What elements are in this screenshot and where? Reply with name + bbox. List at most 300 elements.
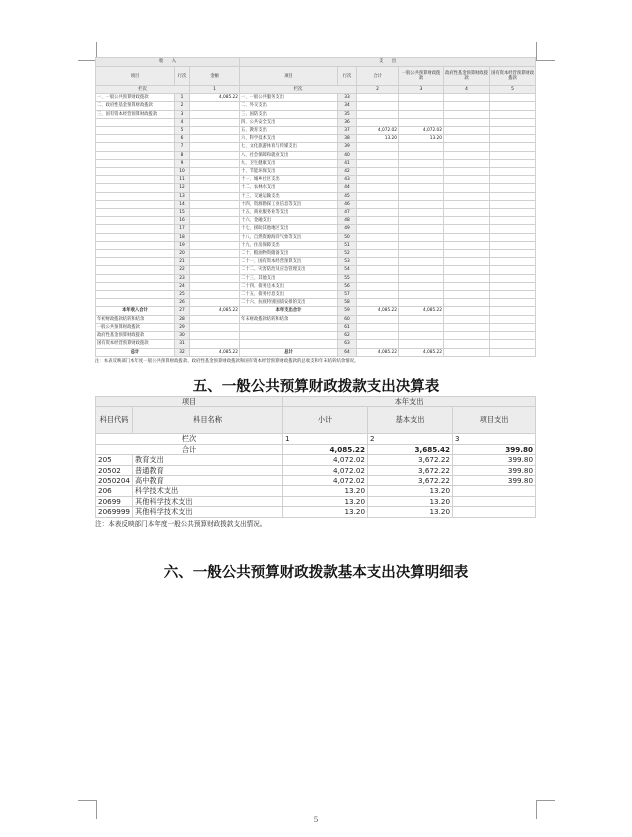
income-amount (190, 151, 240, 159)
income-line: 12 (175, 184, 190, 192)
expense-item: 三、国防支出 (240, 110, 338, 118)
expense-state-capital (490, 209, 536, 217)
expense-item: 二、外交支出 (240, 102, 338, 110)
expense-general (399, 258, 444, 266)
table1-row (96, 192, 536, 200)
carry-income-item: 国有资本经营预算财政拨款 (96, 340, 175, 348)
header-state-capital: 国有资本经营预算财政拨款 (490, 67, 536, 86)
carry-gov-fund (444, 332, 490, 340)
expense-gov-fund (444, 102, 490, 110)
expense-gov-fund (444, 135, 490, 143)
expense-gov-fund (444, 241, 490, 249)
expense-line: 50 (338, 233, 357, 241)
income-item (96, 299, 175, 307)
expense-state-capital (490, 225, 536, 233)
expense-line: 43 (338, 176, 357, 184)
grand-total-expense-line: 64 (338, 348, 357, 356)
income-item (96, 291, 175, 299)
expense-gov-fund (444, 274, 490, 282)
table1-row (96, 176, 536, 184)
income-line: 17 (175, 225, 190, 233)
col-label-income: 栏次 (96, 86, 190, 94)
income-amount (190, 110, 240, 118)
total-label: 合计 (96, 444, 283, 454)
expense-state-capital (490, 217, 536, 225)
income-item (96, 209, 175, 217)
expense-total (357, 168, 399, 176)
income-amount (190, 184, 240, 192)
expense-total (357, 94, 399, 102)
income-amount (190, 118, 240, 126)
expense-item: 五、教育支出 (240, 127, 338, 135)
expense-line: 46 (338, 200, 357, 208)
income-item (96, 159, 175, 167)
expense-gov-fund (444, 127, 490, 135)
income-amount (190, 217, 240, 225)
table1-row (96, 250, 536, 258)
table2-total-row (96, 444, 536, 454)
income-item (96, 184, 175, 192)
expense-general (399, 225, 444, 233)
total-basic: 3,685.42 (368, 444, 453, 454)
table2-row (96, 496, 536, 506)
income-amount (190, 258, 240, 266)
expense-general (399, 233, 444, 241)
carry-gov-fund (444, 323, 490, 331)
income-line: 5 (175, 127, 190, 135)
expense-general (399, 110, 444, 118)
col-num-general: 3 (399, 86, 444, 94)
income-item (96, 217, 175, 225)
income-total-line: 27 (175, 307, 190, 315)
grand-total-general: 4,085.22 (399, 348, 444, 356)
expense-total (357, 184, 399, 192)
expense-state-capital (490, 299, 536, 307)
table1-row (96, 110, 536, 118)
subject-code: 206 (96, 486, 133, 496)
header-gov-fund: 政府性基金预算财政拨款 (444, 67, 490, 86)
header-expense-line: 行次 (338, 67, 357, 86)
table1-header-row (96, 67, 536, 86)
expense-total (357, 143, 399, 151)
expense-item: 二十四、债务还本支出 (240, 282, 338, 290)
expense-general (399, 200, 444, 208)
income-item: 二、政府性基金预算财政拨款 (96, 102, 175, 110)
table2-row (96, 455, 536, 465)
income-line: 4 (175, 118, 190, 126)
expense-gov-fund (444, 184, 490, 192)
table2-row (96, 465, 536, 475)
expense-total-line: 59 (338, 307, 357, 315)
expense-general (399, 241, 444, 249)
income-line: 1 (175, 94, 190, 102)
expense-state-capital (490, 176, 536, 184)
row-project: 399.80 (453, 455, 536, 465)
carry-income-line: 28 (175, 315, 190, 323)
income-line: 18 (175, 233, 190, 241)
expense-total (357, 233, 399, 241)
expense-state-capital (490, 266, 536, 274)
expense-total-total: 4,085.22 (357, 307, 399, 315)
table1-row (96, 233, 536, 241)
row-subtotal: 13.20 (283, 507, 368, 517)
income-line: 11 (175, 176, 190, 184)
carry-state-capital (490, 323, 536, 331)
subject-name: 普通教育 (133, 465, 283, 475)
expense-line: 55 (338, 274, 357, 282)
carry-income-amount (190, 332, 240, 340)
col-num-3: 3 (453, 434, 536, 444)
income-line: 15 (175, 209, 190, 217)
income-amount (190, 241, 240, 249)
income-line: 22 (175, 266, 190, 274)
expense-line: 54 (338, 266, 357, 274)
header-project: 项目 (96, 397, 283, 407)
expense-state-capital (490, 241, 536, 249)
expense-item: 十八、自然资源海洋气象等支出 (240, 233, 338, 241)
expense-state-capital (490, 127, 536, 135)
table1-row (96, 266, 536, 274)
table1-row (96, 200, 536, 208)
income-amount (190, 209, 240, 217)
carry-expense-item (240, 323, 338, 331)
carry-expense-item (240, 332, 338, 340)
carry-income-amount (190, 315, 240, 323)
header-code: 科目代码 (96, 407, 133, 434)
expense-gov-fund (444, 282, 490, 290)
expense-line: 35 (338, 110, 357, 118)
expense-total-state-capital (490, 307, 536, 315)
income-item (96, 266, 175, 274)
expense-general (399, 94, 444, 102)
expense-line: 56 (338, 282, 357, 290)
expense-state-capital (490, 274, 536, 282)
carry-income-line: 31 (175, 340, 190, 348)
carry-total (357, 332, 399, 340)
expense-state-capital (490, 250, 536, 258)
table1-row (96, 118, 536, 126)
table2-row (96, 507, 536, 517)
row-project: 399.80 (453, 465, 536, 475)
income-item (96, 225, 175, 233)
expense-item: 十、节能环保支出 (240, 168, 338, 176)
expense-total (357, 282, 399, 290)
carry-expense-line: 61 (338, 323, 357, 331)
expense-total (357, 151, 399, 159)
carry-gov-fund (444, 340, 490, 348)
income-total-label: 本年收入合计 (96, 307, 175, 315)
expense-general: 4,072.02 (399, 127, 444, 135)
subject-code: 20699 (96, 496, 133, 506)
row-basic: 3,672.22 (368, 476, 453, 486)
expense-gov-fund (444, 291, 490, 299)
carry-state-capital (490, 332, 536, 340)
income-amount (190, 168, 240, 176)
table1-row (96, 127, 536, 135)
expense-line: 48 (338, 217, 357, 225)
expense-line: 58 (338, 299, 357, 307)
table1-row (96, 282, 536, 290)
expense-gov-fund (444, 151, 490, 159)
row-subtotal: 13.20 (283, 496, 368, 506)
expense-line: 39 (338, 143, 357, 151)
carry-total (357, 315, 399, 323)
income-item (96, 151, 175, 159)
expense-line: 42 (338, 168, 357, 176)
income-item (96, 118, 175, 126)
carry-general (399, 315, 444, 323)
col-num-1: 1 (283, 434, 368, 444)
grand-total-state-capital (490, 348, 536, 356)
table1-row (96, 151, 536, 159)
expense-total (357, 258, 399, 266)
expense-line: 47 (338, 209, 357, 217)
expense-line: 34 (338, 102, 357, 110)
subject-code: 2069999 (96, 507, 133, 517)
expense-state-capital (490, 151, 536, 159)
table1-carry-row (96, 332, 536, 340)
col-label: 栏次 (96, 434, 283, 444)
col-num-amount: 1 (190, 86, 240, 94)
expense-group-header: 支 出 (240, 58, 536, 67)
col-label-expense: 栏次 (240, 86, 357, 94)
carry-total (357, 323, 399, 331)
expense-total (357, 110, 399, 118)
expense-gov-fund (444, 266, 490, 274)
table1-group-header-row (96, 58, 536, 67)
income-item (96, 274, 175, 282)
expense-line: 33 (338, 94, 357, 102)
crop-mark-top-right (536, 42, 555, 61)
income-item (96, 282, 175, 290)
income-line: 3 (175, 110, 190, 118)
table1-row (96, 184, 536, 192)
income-item (96, 192, 175, 200)
header-general-budget: 一般公共预算财政拨款 (399, 67, 444, 86)
expense-total (357, 217, 399, 225)
grand-total-total: 4,085.22 (357, 348, 399, 356)
expense-total (357, 266, 399, 274)
expense-total (357, 102, 399, 110)
income-amount (190, 102, 240, 110)
table1-row (96, 241, 536, 249)
table1-row (96, 209, 536, 217)
income-line: 19 (175, 241, 190, 249)
expense-item: 十二、农林水支出 (240, 184, 338, 192)
income-expense-summary-table (95, 57, 535, 366)
expense-general (399, 250, 444, 258)
expense-item: 八、社会保障和就业支出 (240, 151, 338, 159)
expense-gov-fund (444, 299, 490, 307)
carry-expense-line: 60 (338, 315, 357, 323)
grand-total-income-line: 32 (175, 348, 190, 356)
expense-gov-fund (444, 159, 490, 167)
expense-item: 十三、交通运输支出 (240, 192, 338, 200)
expense-state-capital (490, 135, 536, 143)
expense-total (357, 225, 399, 233)
subject-code: 205 (96, 455, 133, 465)
section-heading-5: 五、一般公共预算财政拨款支出决算表 (192, 379, 440, 395)
expense-line: 38 (338, 135, 357, 143)
subject-name: 教育支出 (133, 455, 283, 465)
table1-carry-row (96, 315, 536, 323)
expense-gov-fund (444, 143, 490, 151)
general-budget-expenditure-table (95, 396, 535, 530)
expense-total (357, 299, 399, 307)
carry-expense-item: 年末财政拨款结转和结余 (240, 315, 338, 323)
expense-line: 57 (338, 291, 357, 299)
header-basic: 基本支出 (368, 407, 453, 434)
income-item (96, 135, 175, 143)
carry-income-item: 一般公共预算财政拨款 (96, 323, 175, 331)
row-project (453, 507, 536, 517)
income-line: 14 (175, 200, 190, 208)
expense-gov-fund (444, 110, 490, 118)
expense-total (357, 200, 399, 208)
expense-total-label: 本年支出合计 (240, 307, 338, 315)
header-subtotal: 小计 (283, 407, 368, 434)
expense-gov-fund (444, 192, 490, 200)
expense-general (399, 266, 444, 274)
expense-total (357, 176, 399, 184)
expense-item: 十一、城乡社区支出 (240, 176, 338, 184)
col-num-2: 2 (368, 434, 453, 444)
expense-state-capital (490, 291, 536, 299)
income-line: 6 (175, 135, 190, 143)
income-amount (190, 233, 240, 241)
expense-general (399, 282, 444, 290)
expense-general (399, 209, 444, 217)
expense-general (399, 299, 444, 307)
expense-item: 十六、金融支出 (240, 217, 338, 225)
expense-item: 十五、商业服务业等支出 (240, 209, 338, 217)
header-income-amount: 金额 (190, 67, 240, 86)
income-item (96, 258, 175, 266)
row-project (453, 496, 536, 506)
expense-item: 二十、粮油物资储备支出 (240, 250, 338, 258)
expense-total-gov-fund (444, 307, 490, 315)
expense-gov-fund (444, 209, 490, 217)
row-project (453, 486, 536, 496)
subject-code: 20502 (96, 465, 133, 475)
carry-income-line: 30 (175, 332, 190, 340)
grand-total-gov-fund (444, 348, 490, 356)
expense-general (399, 274, 444, 282)
income-amount (190, 299, 240, 307)
header-project-exp: 项目支出 (453, 407, 536, 434)
income-line: 26 (175, 299, 190, 307)
row-basic: 13.20 (368, 496, 453, 506)
col-num-total: 2 (357, 86, 399, 94)
expense-item: 七、文化旅游体育与传媒支出 (240, 143, 338, 151)
table2-column-number-row (96, 434, 536, 444)
row-basic: 3,672.22 (368, 465, 453, 475)
expense-line: 52 (338, 250, 357, 258)
income-amount (190, 135, 240, 143)
header-expense-item: 项目 (240, 67, 338, 86)
grand-total-income-amount: 4,085.22 (190, 348, 240, 356)
table2-group-header-row (96, 397, 536, 407)
expense-gov-fund (444, 200, 490, 208)
income-amount: 4,085.22 (190, 94, 240, 102)
expense-item: 二十三、其他支出 (240, 274, 338, 282)
income-item (96, 233, 175, 241)
carry-expense-line: 63 (338, 340, 357, 348)
expense-total (357, 159, 399, 167)
expense-general (399, 192, 444, 200)
table1-row (96, 135, 536, 143)
income-line: 9 (175, 159, 190, 167)
expense-state-capital (490, 200, 536, 208)
income-amount (190, 127, 240, 135)
table1-row (96, 225, 536, 233)
income-amount (190, 192, 240, 200)
expense-total (357, 118, 399, 126)
expense-state-capital (490, 102, 536, 110)
income-amount (190, 250, 240, 258)
expense-general (399, 151, 444, 159)
expense-item: 十九、住房保障支出 (240, 241, 338, 249)
expense-line: 49 (338, 225, 357, 233)
income-item (96, 127, 175, 135)
total-subtotal: 4,085.22 (283, 444, 368, 454)
expense-total (357, 291, 399, 299)
table2-header-row (96, 407, 536, 434)
carry-general (399, 332, 444, 340)
row-subtotal: 4,072.02 (283, 465, 368, 475)
expense-line: 44 (338, 184, 357, 192)
subject-name: 科学技术支出 (133, 486, 283, 496)
income-item (96, 200, 175, 208)
expense-line: 53 (338, 258, 357, 266)
expense-total-general: 4,085.22 (399, 307, 444, 315)
carry-income-amount (190, 323, 240, 331)
table1-note: 注：本表反映部门本年度一般公共预算财政拨款、政府性基金预算财政拨款和国有资本经营预算财政拨款的总收支和年末结转结余情况。 (95, 358, 359, 364)
expense-item: 二十五、债务付息支出 (240, 291, 338, 299)
row-basic: 13.20 (368, 486, 453, 496)
expense-gov-fund (444, 258, 490, 266)
expense-general: 13.20 (399, 135, 444, 143)
income-amount (190, 200, 240, 208)
table1-carry-row (96, 340, 536, 348)
income-line: 7 (175, 143, 190, 151)
row-subtotal: 4,072.02 (283, 455, 368, 465)
table1-row (96, 258, 536, 266)
income-line: 8 (175, 151, 190, 159)
income-amount (190, 282, 240, 290)
expense-line: 45 (338, 192, 357, 200)
expense-general (399, 118, 444, 126)
carry-expense-item (240, 340, 338, 348)
expense-item: 二十六、抗疫特别国债安排的支出 (240, 299, 338, 307)
header-total: 合计 (357, 67, 399, 86)
carry-state-capital (490, 315, 536, 323)
header-income-line: 行次 (175, 67, 190, 86)
expense-general (399, 176, 444, 184)
expense-gov-fund (444, 118, 490, 126)
expense-general (399, 143, 444, 151)
expense-gov-fund (444, 176, 490, 184)
table1-row (96, 102, 536, 110)
table1-carry-row (96, 323, 536, 331)
expense-line: 41 (338, 159, 357, 167)
table1-row (96, 168, 536, 176)
table1-row (96, 159, 536, 167)
expense-line: 36 (338, 118, 357, 126)
expense-state-capital (490, 168, 536, 176)
carry-income-item: 年初财政拨款结转和结余 (96, 315, 175, 323)
expense-gov-fund (444, 225, 490, 233)
